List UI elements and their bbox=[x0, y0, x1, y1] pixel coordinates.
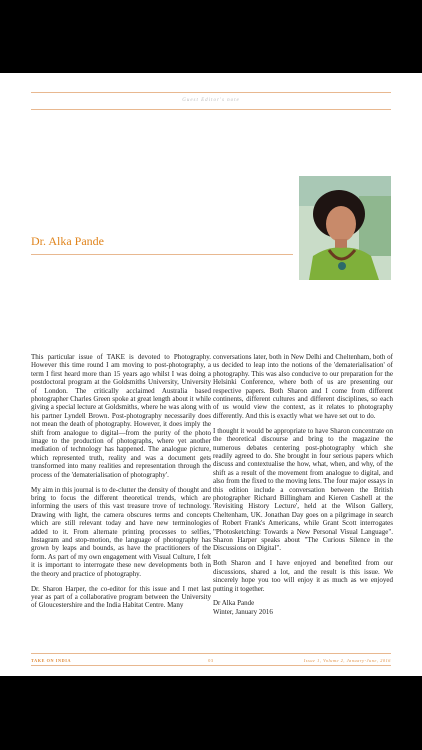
author-portrait-photo bbox=[299, 176, 391, 280]
footer-rule-bottom bbox=[31, 665, 391, 666]
top-black-bar bbox=[0, 0, 422, 73]
portrait-image bbox=[299, 176, 391, 280]
body-paragraph: This particular issue of TAKE is devoted to Photography. However this time round I am moving to post-photography, a term I first heard more than 15 years ago whilst I was doing a postdoctoral program at the Goldsmiths University, University of London. The critically acclaimed Australia based photographer Charles Green spoke at great length about it while giving a special lecture at Goldsmiths, where he was along with his partner Lyndell Brown. Post-photography necessarily does not mean the death of photography. However, it does imply the shift from analogue to digital—from the purity of the photo image to the production of photographs, where yet another mediation of technology has happened. The analogue picture, which represented truth, reality and was a document gets transformed into many realities and representation through the process of the 'dematerialisation of photography'. bbox=[31, 353, 211, 479]
footer-issue: Issue 1, Volume 2, January-June, 2016 bbox=[303, 658, 391, 663]
body-column-left bbox=[31, 353, 211, 616]
body-paragraph: conversations later, both in New Delhi and Cheltenham, both of us decided to leap into the notions of the 'dematerialisation' of photography. This was also conducive to our preparation for the Helsinki Conference, where both of us are presenting our respective papers. Both Sharon and I come from different continents, different cultures and different disciplines, so each of us would view the context, as it relates to photography differently. And this is exactly what we have set out to do. bbox=[213, 353, 393, 420]
running-head: Guest Editor's note bbox=[182, 98, 240, 103]
body-paragraph: Dr. Sharon Harper, the co-editor for this issue and I met last year as part of a collaborative program between the University of Gloucestershire and the India Habitat Centre. Many bbox=[31, 584, 211, 610]
author-rule bbox=[31, 254, 293, 255]
footer-publication: TAKE ON INDIA bbox=[31, 658, 72, 663]
header-rule-bottom bbox=[31, 109, 391, 110]
header-rule-top bbox=[31, 92, 391, 93]
body-column-right bbox=[213, 353, 393, 616]
signoff-name: Dr Alka Pande bbox=[213, 599, 255, 608]
magazine-page bbox=[0, 73, 422, 676]
body-paragraph: My aim in this journal is to de-clutter the density of thought and bring to focus the different theoretical trends, which are informing the users of this vast treasure trove of technology. Drawing with light, the camera obscures terms and concepts which are still relevant today and have new terminologies added to it. From alternate printing processes to selfies, Instagram and stop-motion, the language of photography has grown by leaps and bounds, as have the practitioners of the form. As part of my own engagement with Visual Culture, I felt it is important to interrogate these new developments both in the theory and practice of photography. bbox=[31, 485, 211, 578]
footer-rule-top bbox=[31, 653, 391, 654]
footer-page-number: 03 bbox=[208, 658, 214, 663]
bottom-black-bar bbox=[0, 676, 422, 750]
signoff-date: Winter, January 2016 bbox=[213, 607, 273, 616]
body-paragraph: Both Sharon and I have enjoyed and benefited from our discussions, shared a lot, and the result is this issue. We sincerely hope you too will enjoy it as much as we enjoyed putting it together. bbox=[213, 559, 393, 593]
author-name: Dr. Alka Pande bbox=[31, 234, 104, 248]
body-paragraph: I thought it would be appropriate to have Sharon concentrate on the theoretical discourse and bring to the magazine the numerous debates centering post-photography which she readily agreed to do. She brought in four serious papers which discuss and contextualise the how, what, when, and why, of the shift as a result of the movement from analogue to digital, and also from the fixed to the moving lens. The four major essays in this edition include a conversation between the British photographer Richard Billingham and Kieren Cashell at the 'Revisiting History Lecture', held at the Wilson Gallery, Cheltenham, UK. Jonathan Day goes on a pilgrimage in search of Robert Frank's Americans, while Grant Scott interrogates "Photosketching: Towards a New Personal Visual Language". Sharon Harper speaks about "The Curious Silence in the Discussions on Digital". bbox=[213, 426, 393, 553]
